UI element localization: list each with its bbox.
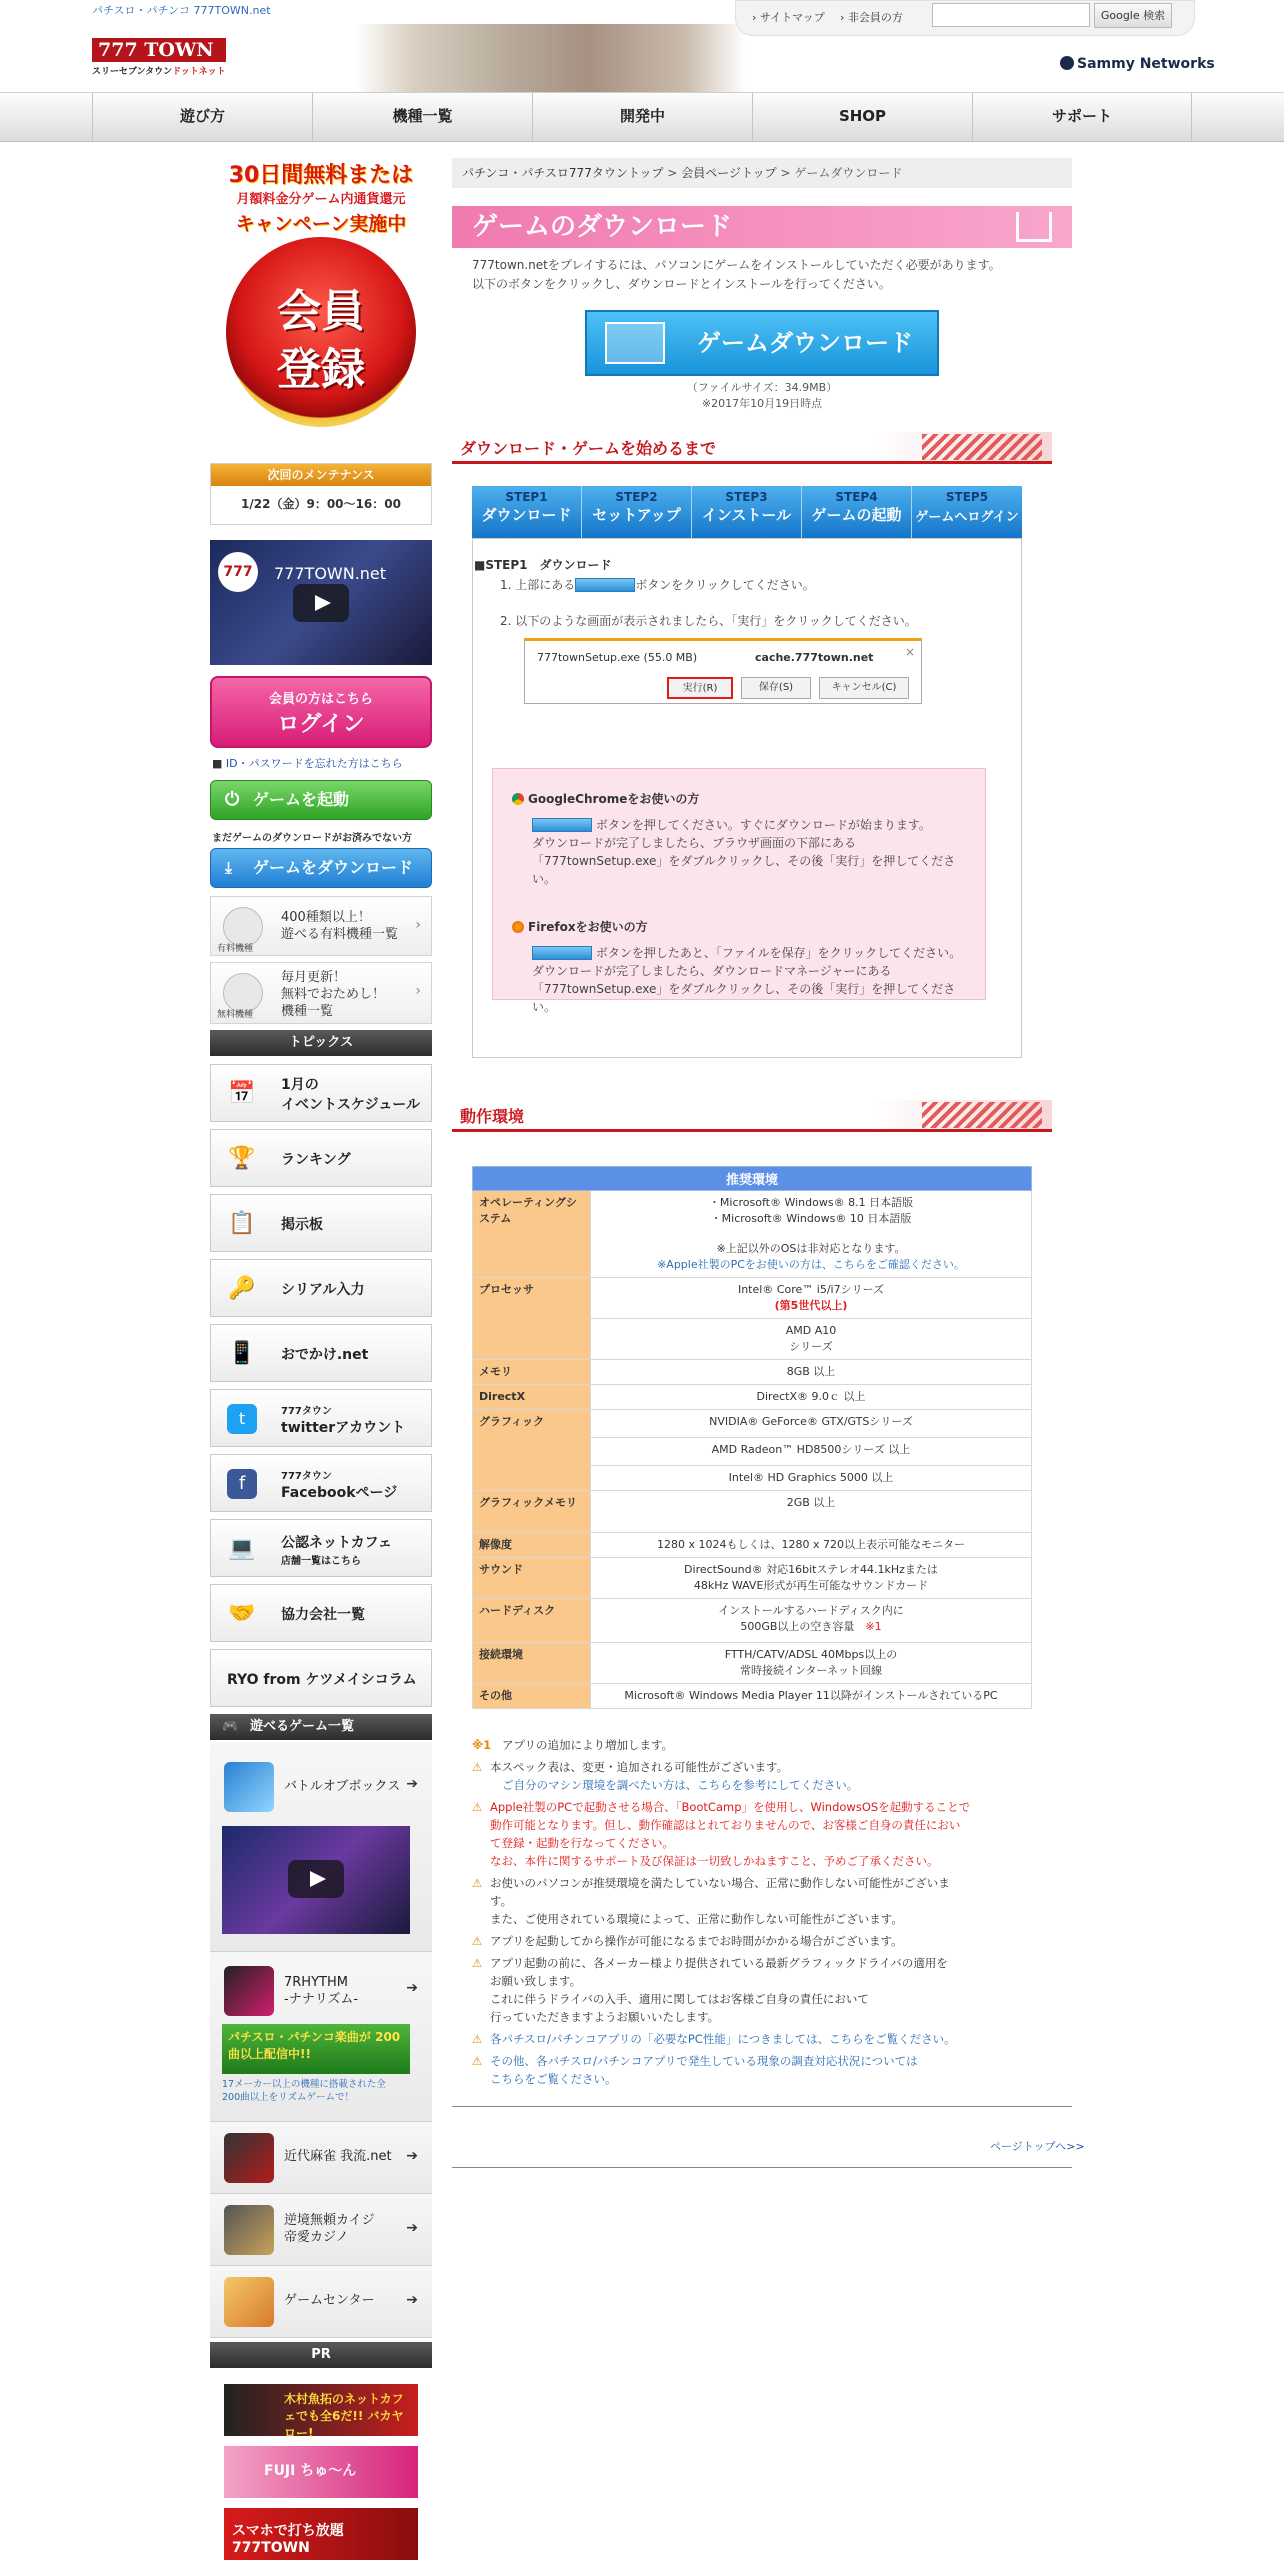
download-note: まだゲームのダウンロードがお済みでない方 [212, 833, 412, 844]
section-title: ダウンロード・ゲームを始めるまで [460, 439, 717, 458]
step1-1a: 1. 上部にある [500, 578, 576, 592]
snd-v1: DirectSound® 対応16bitステレオ44.1kHzまたは [684, 1563, 938, 1576]
chrome-l2: ダウンロードが完了しましたら、ブラウザ画面の下部にある [532, 836, 857, 850]
topic-net-cafe[interactable] [210, 1519, 432, 1577]
note-2 [472, 1758, 1032, 1794]
note5: アプリを起動してから操作が可能になるまでお時間がかかる場合がございます。 [490, 1934, 903, 1948]
note-8[interactable] [472, 2052, 1032, 2088]
campaign-circle2: 登録 [277, 344, 365, 395]
games-heading [210, 1714, 432, 1740]
campaign-line2: 月額料金分ゲーム内通貨還元 [236, 192, 406, 207]
topic-text: 掲示板 [281, 1217, 323, 1233]
note8b[interactable]: こちらをご覧ください。 [490, 2072, 617, 2086]
chrome-line1 [532, 816, 962, 834]
divider [452, 2167, 1072, 2168]
note-3 [472, 1798, 1032, 1870]
brand-label: Sammy Networks [1077, 56, 1215, 72]
pr-banner-smartphone[interactable]: スマホで打ち放題 777TOWN [224, 2508, 418, 2560]
topic-text: ランキング [281, 1152, 351, 1168]
step1-item2: 2. 以下のような画面が表示されましたら、「実行」をクリックしてください。 [500, 614, 917, 628]
maintenance-title: 次回のメンテナンス [211, 464, 431, 486]
game-label [284, 2212, 375, 2246]
site-tagline[interactable]: パチスロ・パチンコ 777TOWN.net [92, 4, 271, 17]
topic-l1: 777タウン [281, 1405, 332, 1417]
table-row [473, 1533, 1032, 1558]
firefox-line1 [532, 944, 962, 962]
apple-pc-link[interactable]: ※Apple社製のPCをお使いの方は、こちらをご確認ください。 [657, 1258, 965, 1271]
step-label: ゲームの起動 [811, 506, 902, 524]
table-row [473, 1684, 1032, 1709]
login-button[interactable] [210, 676, 432, 748]
row-key: DirectX [473, 1385, 591, 1410]
start-game-button[interactable] [210, 780, 432, 820]
note-mark: ※1 [472, 1738, 492, 1752]
page-top-link[interactable]: ページトップへ>> [990, 2140, 1085, 2153]
topic-twitter[interactable] [210, 1389, 432, 1447]
site-header [0, 0, 1284, 92]
member-campaign-banner[interactable] [210, 163, 432, 438]
table-row [473, 1191, 1032, 1278]
play-icon[interactable] [293, 584, 349, 622]
intro-line2: 以下のボタンをクリックし、ダウンロードとインストールを行ってください。 [472, 277, 891, 291]
inline-download-button [532, 818, 592, 832]
os-v3: ※上記以外のOSは非対応となります。 [716, 1242, 906, 1255]
header-banner-image [355, 24, 745, 92]
step1-item1 [500, 576, 815, 593]
topic-l2: イベントスケジュール [281, 1097, 421, 1113]
login-sub-label: 会員の方はこちら [268, 692, 373, 707]
sitemap-link[interactable]: › サイトマップ [752, 11, 825, 24]
note4b: す。 [490, 1894, 513, 1908]
note4c: また、ご使用されている環境によって、正常に動作しない可能性がございます。 [490, 1912, 903, 1926]
pr-heading: PR [210, 2342, 432, 2368]
maintenance-box [210, 463, 432, 525]
topic-event-schedule[interactable] [210, 1064, 432, 1122]
note8a[interactable]: その他、各パチスロ/パチンコアプリで発生している現象の調査対応状況については [490, 2054, 918, 2068]
chevron-right-icon: ➔ [406, 2148, 418, 2164]
step-label: セットアップ [592, 506, 681, 524]
breadcrumb [452, 158, 1072, 188]
section-environment-heading [452, 1100, 1052, 1132]
warning-icon: ⚠ [472, 1800, 483, 1814]
campaign-line1: 30日間無料または [228, 163, 414, 188]
topic-text: RYO from ケツメイシコラム [227, 1672, 417, 1688]
calendar-icon: 📅 [228, 1081, 256, 1106]
note3b: 動作可能となります。但し、動作確認はとれておりませんので、お客様ご自身の責任におい [490, 1818, 961, 1832]
row-value: Microsoft® Windows Media Player 11以降がインストールされているPC [591, 1684, 1032, 1709]
step-num: STEP4 [835, 490, 878, 504]
campaign-circle1: 会員 [277, 286, 365, 337]
logo-sub: スリーセブンタウン [92, 67, 173, 77]
cpu-v1: Intel® Core™ i5/i7シリーズ [737, 1283, 885, 1296]
global-nav [0, 92, 1284, 142]
battle-of-box-video[interactable] [222, 1826, 410, 1934]
chevron-right-icon: › [415, 983, 421, 999]
topic-text [281, 1520, 392, 1578]
game-l1: 逆境無頼カイジ [284, 2213, 375, 2228]
note-text: アプリの追加により増加します。 [502, 1738, 674, 1752]
warning-icon: ⚠ [472, 1760, 483, 1774]
game-center-icon [224, 2277, 274, 2327]
sammy-logo-icon [1060, 56, 1074, 70]
breadcrumb-sep: > [667, 166, 678, 180]
step-tab-2[interactable] [582, 486, 692, 538]
warning-icon: ⚠ [472, 2054, 483, 2068]
nav-item-development[interactable]: 開発中 [532, 93, 752, 141]
row-key: プロセッサ [473, 1278, 591, 1360]
step-label: ゲームへログイン [915, 510, 1019, 525]
download-game-button[interactable] [210, 848, 432, 888]
cpu-v2: (第5世代以上) [774, 1299, 848, 1312]
net-v2: 常時接続インターネット回線 [739, 1664, 882, 1677]
power-icon: ⏻ [225, 789, 240, 810]
paid-machines-link[interactable] [210, 896, 432, 956]
play-icon[interactable] [288, 1860, 344, 1898]
row-value [591, 1278, 1032, 1319]
dialog-filename: 777townSetup.exe (55.0 MB) [537, 651, 698, 664]
game-l2: 帝愛カジノ [284, 2230, 349, 2245]
download-icon [605, 322, 665, 364]
dialog-run-button: 実行(R) [667, 677, 733, 699]
topics-heading: トピックス [210, 1030, 432, 1056]
section-download-heading [452, 432, 1052, 464]
chrome-icon [512, 793, 524, 805]
topic-text [281, 1455, 397, 1513]
note-5 [472, 1932, 1032, 1950]
handshake-icon: 🤝 [228, 1601, 256, 1626]
row-key: その他 [473, 1684, 591, 1709]
download-icon: ⤓ [225, 858, 233, 877]
register-circle [226, 237, 416, 427]
game-l2: -ナナリズム- [284, 1992, 359, 2007]
row-value: 2GB 以上 [591, 1491, 1032, 1533]
step-num: STEP5 [945, 490, 989, 504]
free-text [281, 969, 385, 1020]
hdd-mark: ※1 [865, 1620, 882, 1633]
environment-table [472, 1166, 1032, 1709]
download-dialog-image [524, 638, 922, 704]
topic-ranking[interactable] [210, 1129, 432, 1187]
table-header: 推奨環境 [473, 1167, 1032, 1191]
topic-l2: twitterアカウント [281, 1419, 406, 1436]
game-kaiji[interactable] [210, 2194, 432, 2266]
note-6 [472, 1954, 1032, 2026]
game-game-center[interactable] [210, 2266, 432, 2338]
row-key: 接続環境 [473, 1643, 591, 1684]
warning-icon: ⚠ [472, 1956, 483, 1970]
caption2: 200曲以上をリズムゲームで！ [222, 2092, 354, 2103]
firefox-l1: ボタンを押したあと、「ファイルを保存」をクリックしてください。 [595, 946, 962, 960]
row-key: グラフィック [473, 1410, 591, 1491]
twitter-icon: t [227, 1404, 257, 1434]
computer-icon: 💻 [228, 1536, 256, 1561]
topic-bulletin-board[interactable] [210, 1194, 432, 1252]
nav-item-support[interactable]: サポート [972, 93, 1192, 141]
row-value: Intel® HD Graphics 5000 以上 [591, 1466, 1032, 1491]
intro-line1: 777town.netをプレイするには、パソコンにゲームをインストールしていただく必要があります。 [472, 258, 1001, 272]
topic-text: シリアル入力 [281, 1282, 365, 1298]
chrome-l1: ボタンを押してください。すぐにダウンロードが始まります。 [595, 818, 931, 832]
free-label: 無料機種 [217, 1010, 254, 1020]
breadcrumb-member[interactable]: 会員ページトップ [681, 166, 777, 180]
note3d: なお、本件に関するサポート及び保証は一切致しかねますこと、予めご了承ください。 [490, 1854, 939, 1868]
firefox-l3: 「777townSetup.exe」をダブルクリックし、その後「実行」を押してください。 [532, 982, 956, 1014]
firefox-heading-label: Firefoxをお使いの方 [528, 920, 648, 934]
step1-heading: ■STEP1 ダウンロード [474, 558, 612, 572]
search-input[interactable] [932, 3, 1090, 27]
video-channel-logo: 777 [218, 552, 258, 592]
7rhythm-banner[interactable]: パチスロ・パチンコ楽曲が 200曲以上配信中!! [222, 2024, 410, 2074]
firefox-heading [512, 918, 648, 935]
start-game-label: ゲームを起動 [253, 790, 350, 809]
forgot-label[interactable]: ID・パスワードを忘れた方はこちら [225, 757, 403, 770]
note6c: これに伴うドライバの入手、適用に関してはお客様ご自身の責任において [490, 1992, 869, 2006]
note7[interactable]: 各パチスロ/パチンコアプリの「必要なPC性能」につきましては、こちらをご覧ください。 [490, 2032, 956, 2046]
key-icon: 🔑 [228, 1276, 256, 1301]
cpu-v3: AMD A10 [785, 1324, 837, 1337]
download-game-label: ゲームをダウンロード [253, 858, 414, 877]
maintenance-time: 1/22（金）9：00～16：00 [241, 497, 401, 511]
chevron-right-icon: › [415, 917, 421, 933]
game-battle-of-box[interactable] [210, 1742, 432, 1952]
table-row [473, 1360, 1032, 1385]
games-heading-label: 遊べるゲーム一覧 [250, 1719, 355, 1734]
note-1 [472, 1736, 1032, 1754]
topic-text: おでかけ.net [281, 1347, 369, 1363]
game-label: ゲームセンター [284, 2293, 375, 2308]
cpu-v4: シリーズ [789, 1340, 833, 1353]
topic-text [281, 1390, 405, 1448]
page-title [452, 206, 1072, 248]
facebook-icon: f [227, 1469, 257, 1499]
inline-download-button [532, 946, 592, 960]
row-value: DirectX® 9.0ｃ 以上 [591, 1385, 1032, 1410]
topic-l1: 777タウン [281, 1470, 332, 1482]
promo-video[interactable] [210, 540, 432, 665]
mahjong-icon [224, 2133, 274, 2183]
firefox-text [532, 944, 962, 1016]
firefox-icon [512, 921, 524, 933]
nav-item-shop[interactable]: SHOP [752, 93, 972, 141]
step-tab-5[interactable] [912, 486, 1022, 538]
step-label: インストール [701, 506, 792, 524]
chrome-l3: 「777townSetup.exe」をダブルクリックし、その後「実行」を押してください。 [532, 854, 956, 886]
google-search-button[interactable]: Google 検索 [1094, 3, 1172, 28]
free-text2: 無料でおためし！ [281, 987, 386, 1002]
login-main-label: ログイン [277, 712, 365, 737]
topic-l2: 店舗一覧はこちら [281, 1555, 361, 1567]
step-tab-1[interactable] [472, 486, 582, 538]
paid-text [281, 909, 398, 943]
step1-1b: ボタンをクリックしてください。 [635, 578, 815, 592]
table-row [473, 1643, 1032, 1684]
dialog-save-button: 保存(S) [741, 677, 811, 699]
step-num: STEP3 [725, 490, 768, 504]
game-label [284, 1974, 358, 2008]
chrome-text [532, 816, 962, 888]
row-value [591, 1191, 1032, 1278]
game-7rhythm[interactable] [210, 1952, 432, 2122]
note2a: 本スペック表は、変更・追加される可能性がございます。 [490, 1760, 789, 1774]
topic-facebook[interactable] [210, 1454, 432, 1512]
step-label: ダウンロード [481, 506, 572, 524]
forgot-password-link[interactable]: ■ ID・パスワードを忘れた方はこちら [212, 757, 403, 770]
breadcrumb-sep: > [780, 166, 791, 180]
topic-l1: 1月の [281, 1077, 319, 1093]
note-4 [472, 1874, 1032, 1928]
note3a: Apple社製のPCで起動させる場合、「BootCamp」を使用し、WindowsOSを起動することで [490, 1800, 971, 1814]
game-kindai-mahjong[interactable] [210, 2122, 432, 2194]
paid-text2: 遊べる有料機種一覧 [281, 927, 399, 942]
row-key: オペレーティングシステム [473, 1191, 591, 1278]
note3c: て登録・起動を行なってください。 [490, 1836, 674, 1850]
machine-env-link[interactable]: ご自分のマシン環境を調べたい方は、こちらを参考にしてください。 [502, 1778, 859, 1792]
paid-text1: 400種類以上！ [281, 910, 371, 925]
chevron-right-icon: ➔ [406, 2220, 418, 2236]
row-key: 解像度 [473, 1533, 591, 1558]
net-v1: FTTH/CATV/ADSL 40Mbps以上の [724, 1648, 898, 1661]
note-7[interactable] [472, 2030, 1032, 2048]
row-key: グラフィックメモリ [473, 1491, 591, 1533]
7rhythm-icon [224, 1966, 274, 2016]
row-value: 8GB 以上 [591, 1360, 1032, 1385]
topic-text [281, 1065, 420, 1123]
download-tray-icon [1016, 212, 1052, 242]
topic-l2: Facebookページ [281, 1484, 398, 1501]
row-value [591, 1599, 1032, 1643]
caption1: 17メーカー以上の機種に搭載された全 [222, 2079, 386, 2090]
logo-sub-red: ドットネット [172, 67, 226, 77]
free-text3: 機種一覧 [281, 1004, 334, 1019]
chrome-heading [512, 790, 699, 807]
note6b: お願い致します。 [490, 1974, 582, 1988]
file-info [585, 380, 939, 412]
video-title: 777TOWN.net [274, 564, 387, 583]
nav-item-howto[interactable]: 遊び方 [92, 93, 312, 141]
game-download-button[interactable] [585, 310, 939, 376]
game-label: バトルオブボックス [284, 1779, 401, 1794]
table-row [473, 1410, 1032, 1438]
warning-icon: ⚠ [472, 2032, 483, 2046]
campaign-line3: キャンペーン実施中 [235, 213, 407, 235]
board-icon: 📋 [228, 1211, 256, 1236]
hdd-v1: インストールするハードディスク内に [718, 1604, 904, 1617]
warning-icon: ⚠ [472, 1934, 483, 1948]
topic-odekake[interactable] [210, 1324, 432, 1382]
free-machines-link[interactable] [210, 962, 432, 1024]
row-value: AMD Radeon™ HD8500シリーズ 以上 [591, 1438, 1032, 1466]
dialog-cancel-button: キャンセル(C) [819, 677, 909, 699]
breadcrumb-home[interactable]: パチンコ・パチスロ777タウントップ [462, 166, 664, 180]
os-v1: ・Microsoft® Windows® 8.1 日本語版 [708, 1196, 914, 1209]
non-member-label: 非会員の方 [847, 11, 903, 24]
topic-l1: 公認ネットカフェ [281, 1534, 392, 1551]
dialog-host: cache.777town.net [755, 651, 874, 664]
hdd-v2: 500GB以上の空き容量 [740, 1620, 855, 1633]
battle-of-box-icon [224, 1762, 274, 1812]
file-size: （ファイルサイズ：34.9MB） [686, 381, 838, 394]
os-v2: ・Microsoft® Windows® 10 日本語版 [710, 1212, 912, 1225]
non-member-link[interactable]: › 非会員の方 [840, 11, 903, 24]
step-tab-3[interactable] [692, 486, 802, 538]
step-num: STEP2 [615, 490, 658, 504]
game-download-label: ゲームダウンロード [697, 329, 913, 357]
table-row [473, 1385, 1032, 1410]
sitemap-label: サイトマップ [759, 11, 825, 24]
warning-icon: ⚠ [472, 1876, 483, 1890]
breadcrumb-current: ゲームダウンロード [794, 166, 903, 180]
gamepad-icon: 🎮 [222, 1719, 239, 1734]
row-value: NVIDIA® GeForce® GTX/GTSシリーズ [591, 1410, 1032, 1438]
step-tab-4[interactable] [802, 486, 912, 538]
close-icon: × [904, 645, 915, 659]
inline-download-button [575, 578, 635, 592]
topic-ryo-column[interactable] [210, 1649, 432, 1707]
table-row [473, 1599, 1032, 1643]
table-row [473, 1558, 1032, 1599]
nav-item-machines[interactable]: 機種一覧 [312, 93, 532, 141]
game-label: 近代麻雀 我流.net [284, 2149, 392, 2164]
chrome-heading-label: GoogleChromeをお使いの方 [528, 792, 700, 806]
snd-v2: 48kHz WAVE形式が再生可能なサウンドカード [693, 1579, 929, 1592]
notes-list [472, 1736, 1032, 2088]
stripe-decoration [922, 1102, 1042, 1128]
firefox-l2: ダウンロードが完了しましたら、ダウンロードマネージャーにある [532, 964, 892, 978]
free-text1: 毎月更新！ [281, 970, 347, 985]
intro-text [472, 256, 1001, 294]
step-tabs [472, 486, 1022, 538]
row-value [591, 1643, 1032, 1684]
kaiji-icon [224, 2205, 274, 2255]
pr-banner-kimura[interactable]: 木村魚拓のネットカフェでも全6だ!! バカヤロー! [224, 2384, 418, 2436]
paid-label: 有料機種 [217, 944, 254, 954]
sammy-networks-logo[interactable] [1060, 56, 1215, 72]
row-key: メモリ [473, 1360, 591, 1385]
note6d: 行っていただきますようお願いいたします。 [490, 2010, 720, 2024]
row-key: ハードディスク [473, 1599, 591, 1643]
trophy-icon: 🏆 [228, 1146, 256, 1171]
logo-sub-text [92, 64, 226, 77]
stripe-decoration [922, 434, 1042, 460]
topic-text: 協力会社一覧 [281, 1607, 365, 1623]
row-key: サウンド [473, 1558, 591, 1599]
note6a: アプリ起動の前に、各メーカー様より提供されている最新グラフィックドライバの適用を [490, 1956, 948, 1970]
chevron-right-icon: ➔ [406, 2292, 418, 2308]
step-num: STEP1 [505, 490, 548, 504]
topic-partners[interactable] [210, 1584, 432, 1642]
game-l1: 7RHYTHM [284, 1975, 348, 1990]
logo-main-text: 777 TOWN [92, 38, 226, 62]
table-row [473, 1278, 1032, 1319]
file-date: ※2017年10月19日時点 [701, 397, 823, 410]
chevron-right-icon: ➔ [406, 1776, 418, 1792]
table-row [473, 1491, 1032, 1533]
site-logo[interactable] [92, 38, 226, 78]
row-value: 1280 x 1024もしくは、1280 x 720以上表示可能なモニター [591, 1533, 1032, 1558]
topic-serial-input[interactable] [210, 1259, 432, 1317]
row-value [591, 1319, 1032, 1360]
page-title-text: ゲームのダウンロード [472, 212, 733, 242]
note4a: お使いのパソコンが推奨環境を満たしていない場合、正常に動作しない可能性がございま [490, 1876, 950, 1890]
divider [452, 2106, 1072, 2107]
section-title: 動作環境 [460, 1107, 525, 1126]
phone-icon: 📱 [228, 1341, 256, 1366]
7rhythm-caption [222, 2078, 418, 2104]
chevron-right-icon: ➔ [406, 1980, 418, 1996]
pr-banner-fuji[interactable]: FUJI ちゅ～ん [224, 2446, 418, 2498]
row-value [591, 1558, 1032, 1599]
